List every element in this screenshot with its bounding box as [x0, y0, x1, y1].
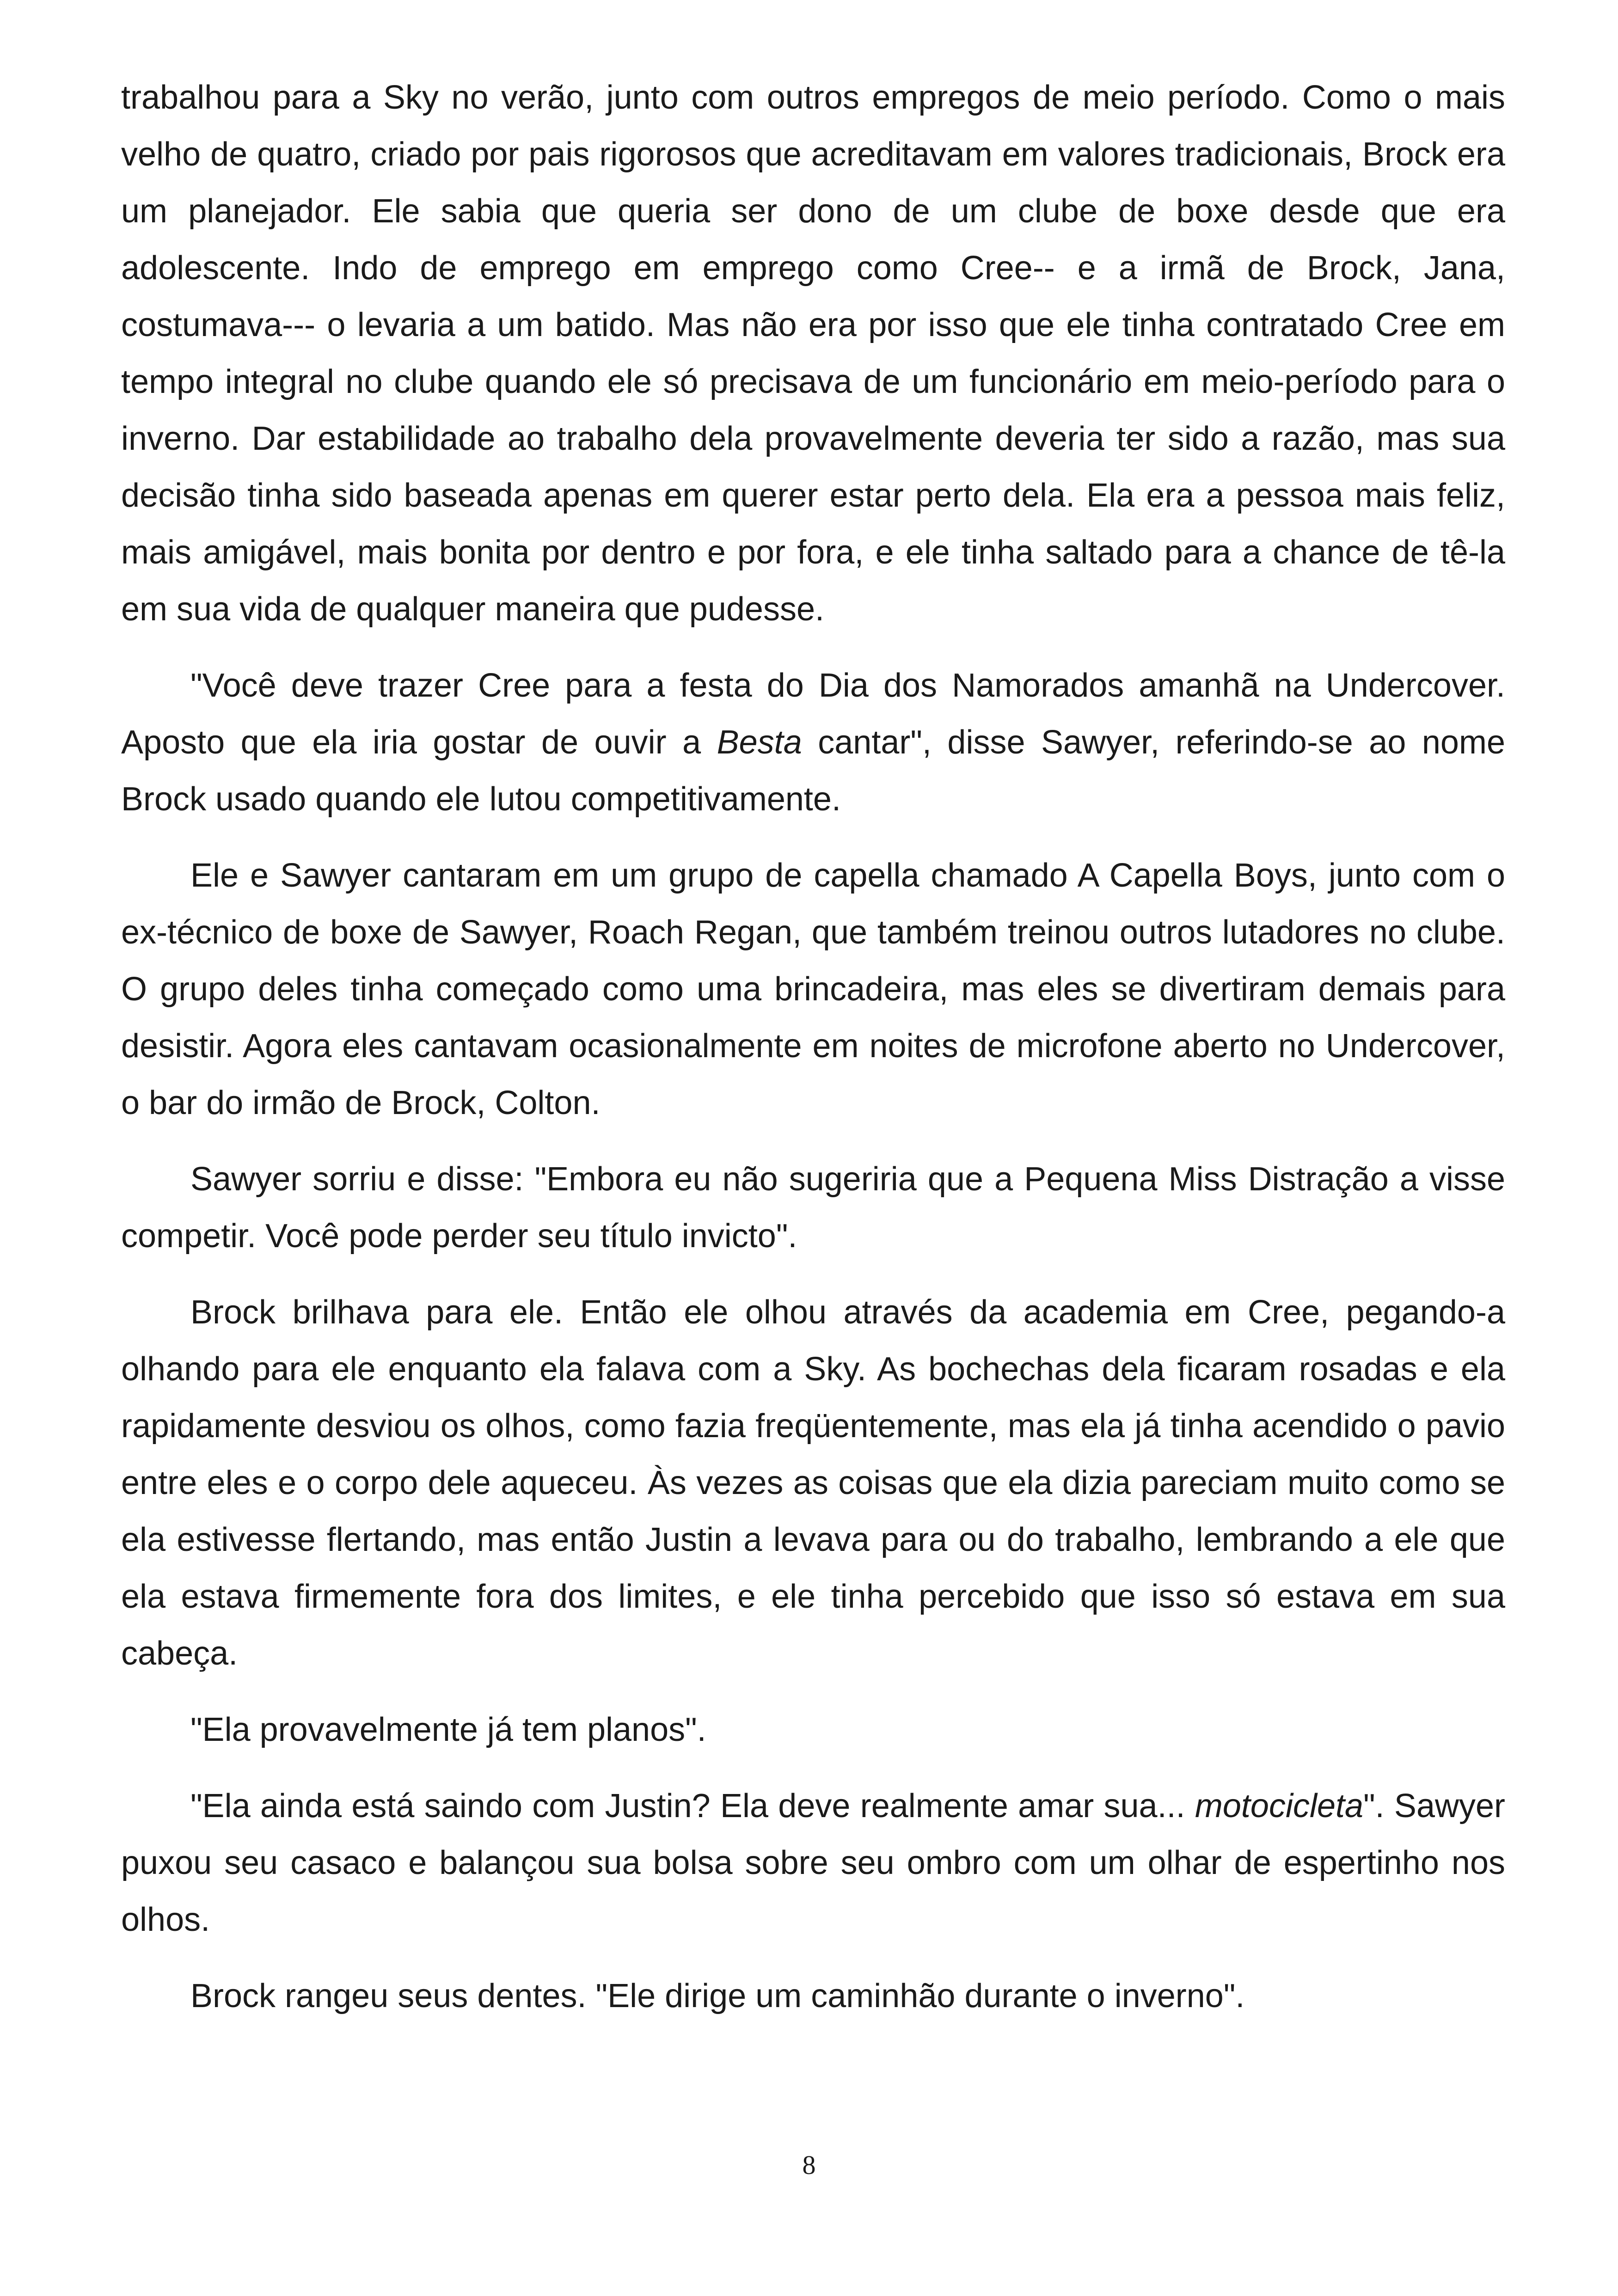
paragraph: [121, 657, 1505, 828]
paragraph-text: ". Sawyer puxou seu casaco e balançou sua bolsa sobre seu ombro com um olhar de espertinho nos olhos.: [121, 1788, 1505, 1938]
paragraph-text: Sawyer sorriu e disse: "Embora eu não sugeriria que a Pequena Miss Distração a visse competir. Você pode perder seu título invicto".: [121, 1161, 1505, 1255]
paragraph-text: trabalhou para a Sky no verão, junto com outros empregos de meio período. Como o mais velho de quatro, criado por pais rigorosos que acreditavam em valores tradicionais, Brock era um planejador. Ele sabia que queria ser dono de um clube de boxe desde que era adolescente. Indo de emprego em emprego como Cree-- e a irmã de Brock, Jana, costumava--- o levaria a um batido. Mas não era por isso que ele tinha contratado Cree em tempo integral no clube quando ele só precisava de um funcionário em meio-período para o inverno. Dar estabilidade ao trabalho dela provavelmente deveria ter sido a razão, mas sua decisão tinha sido baseada apenas em querer estar perto dela. Ela era a pessoa mais feliz, mais amigável, mais bonita por dentro e por fora, e ele tinha saltado para a chance de tê-la em sua vida de qualquer maneira que pudesse.: [121, 79, 1505, 628]
italic-text: motocicleta: [1195, 1788, 1364, 1825]
page-number: 8: [802, 2150, 816, 2180]
paragraph: [121, 1702, 1505, 1758]
italic-text: Besta: [717, 724, 802, 761]
paragraph: [121, 847, 1505, 1132]
paragraph-text: "Ela ainda está saindo com Justin? Ela deve realmente amar sua...: [190, 1788, 1195, 1825]
paragraph: [121, 1151, 1505, 1265]
paragraph-text: Ele e Sawyer cantaram em um grupo de capella chamado A Capella Boys, junto com o ex-técnico de boxe de Sawyer, Roach Regan, que também treinou outros lutadores no clube. O grupo deles tinha começado como uma brincadeira, mas eles se divertiram demais para desistir. Agora eles cantavam ocasionalmente em noites de microfone aberto no Undercover, o bar do irmão de Brock, Colton.: [121, 857, 1505, 1121]
paragraph: [121, 1778, 1505, 1948]
paragraph-text: "Ela provavelmente já tem planos".: [190, 1711, 706, 1748]
paragraph-text: "Você deve trazer Cree para a festa do Dia dos Namorados amanhã na Undercover. Aposto que ela iria gostar de ouvir a: [121, 667, 1505, 761]
paragraph-text: Brock rangeu seus dentes. "Ele dirige um caminhão durante o inverno".: [190, 1978, 1245, 2014]
paragraph: [121, 69, 1505, 638]
paragraph-text: Brock brilhava para ele. Então ele olhou através da academia em Cree, pegando-a olhando para ele enquanto ela falava com a Sky. As bochechas dela ficaram rosadas e ela rapidamente desviou os olhos, como fazia freqüentemente, mas ela já tinha acendido o pavio entre eles e o corpo dele aqueceu. Às vezes as coisas que ela dizia pareciam muito como se ela estivesse flertando, mas então Justin a levava para ou do trabalho, lembrando a ele que ela estava firmemente fora dos limites, e ele tinha percebido que isso só estava em sua cabeça.: [121, 1294, 1505, 1672]
paragraph: [121, 1284, 1505, 1682]
page-body: [121, 69, 1505, 2044]
paragraph-text: cantar", disse Sawyer, referindo-se ao nome Brock usado quando ele lutou competitivamente.: [121, 724, 1505, 818]
paragraph: [121, 1968, 1505, 2025]
